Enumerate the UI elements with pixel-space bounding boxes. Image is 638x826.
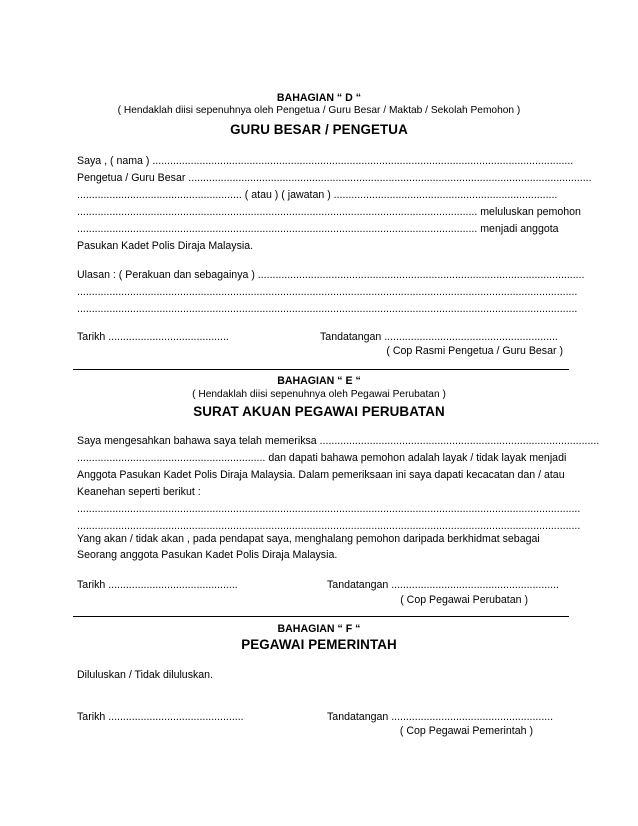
meluluskan-line: ........................................................................................................................................ meluluskan pemohon (77, 206, 581, 218)
section-f-title: PEGAWAI PEMERINTAH (241, 637, 397, 652)
section-f-header: BAHAGIAN “ F “ (277, 623, 361, 635)
layak-line: ................................................................ dan dapati bahawa pemohon adalah layak / tidak layak menjadi (77, 452, 567, 464)
cop-label-e: ( Cop Pegawai Perubatan ) (400, 594, 528, 606)
pendapat-line: Yang akan / tidak akan , pada pendapat saya, menghalang pemohon daripada berkhidmat sebagai (77, 533, 540, 545)
cop-label-d: ( Cop Rasmi Pengetua / Guru Besar ) (386, 345, 563, 357)
keanehan-dots-1: ........................................................................................................................................................................... (77, 503, 581, 515)
seorang-line: Seorang anggota Pasukan Kadet Polis Diraja Malaysia. (77, 549, 338, 561)
pasukan-line: Pasukan Kadet Polis Diraja Malaysia. (77, 240, 254, 252)
tarikh-field-f: Tarikh .............................................. (77, 711, 244, 723)
memeriksa-line: Saya mengesahkan bahawa saya telah memeriksa ............................................................................................... (77, 435, 600, 447)
ulasan-line-3: .......................................................................................................................................................................... (77, 303, 578, 315)
kecacatan-line: Anggota Pasukan Kadet Polis Diraja Malaysia. Dalam pemeriksaan ini saya dapati kecacatan dan / atau (77, 469, 565, 481)
section-divider-1 (73, 369, 569, 370)
section-d-header: BAHAGIAN “ D “ (276, 92, 362, 104)
ulasan-line: Ulasan : ( Perakuan dan sebagainya ) ............................................................................................................... (77, 269, 585, 281)
keanehan-dots-2: ........................................................................................................................................................................... (77, 520, 581, 532)
tarikh-field-e: Tarikh ............................................ (77, 579, 238, 591)
tarikh-field-d: Tarikh ......................................... (77, 331, 229, 343)
nama-line: Saya , ( nama ) ............................................................................................................................................... (77, 155, 574, 167)
section-d-title: GURU BESAR / PENGETUA (230, 122, 408, 137)
keanehan-line: Keanehan seperti berikut : (77, 486, 201, 498)
section-e-header: BAHAGIAN “ E “ (277, 375, 361, 387)
jawatan-line: ........................................................ ( atau ) ( jawatan ) ............................................................................ (77, 189, 558, 201)
cop-label-f: ( Cop Pegawai Pemerintah ) (399, 725, 533, 737)
section-e-title: SURAT AKUAN PEGAWAI PERUBATAN (193, 404, 445, 419)
pengetua-line: Pengetua / Guru Besar ......................................................................................................................................... (77, 172, 592, 184)
ulasan-line-2: .......................................................................................................................................................................... (77, 286, 578, 298)
section-e-instruction: ( Hendaklah diisi sepenuhnya oleh Pegawai Perubatan ) (192, 389, 446, 400)
tandatangan-field-f: Tandatangan ....................................................... (327, 711, 554, 723)
tandatangan-field-e: Tandatangan ......................................................... (327, 579, 559, 591)
anggota-line: ........................................................................................................................................ menjadi anggota (77, 223, 559, 235)
tandatangan-field-d: Tandatangan ........................................................... (320, 331, 558, 343)
kelulusan-line: Diluluskan / Tidak diluluskan. (77, 669, 214, 681)
section-d-instruction: ( Hendaklah diisi sepenuhnya oleh Pengetua / Guru Besar / Maktab / Sekolah Pemohon ) (117, 105, 521, 116)
section-divider-2 (73, 616, 569, 617)
